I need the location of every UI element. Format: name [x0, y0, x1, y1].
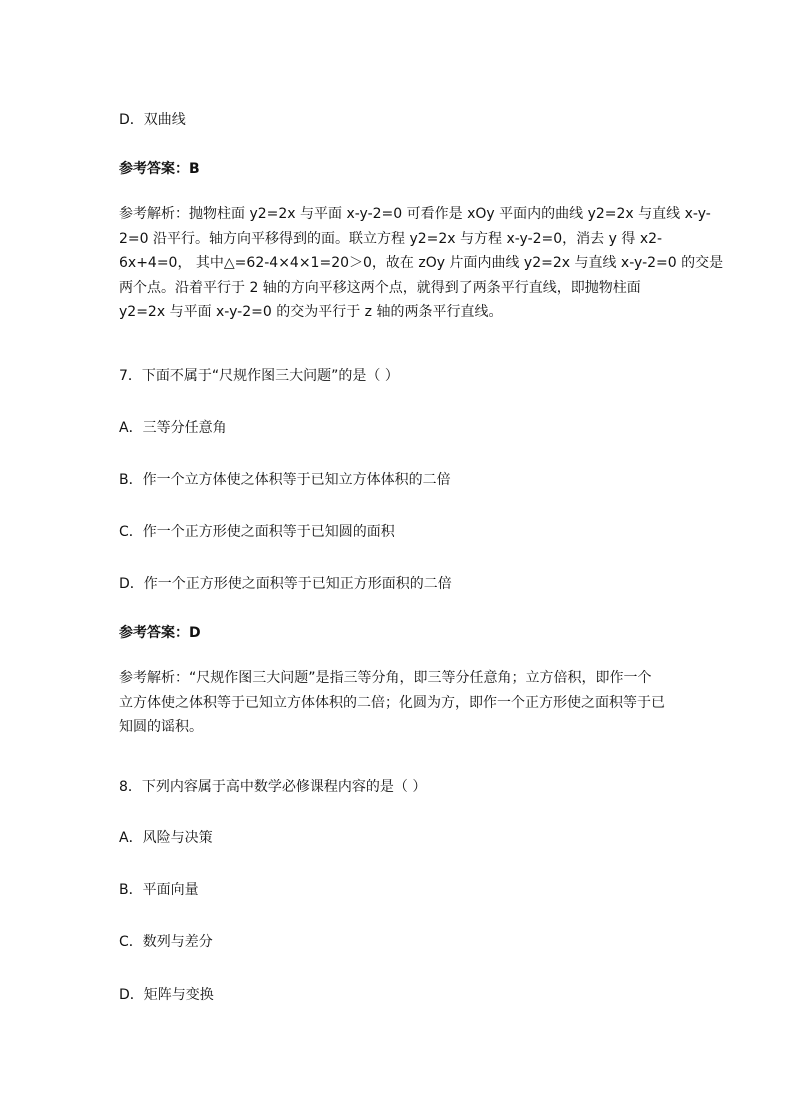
q6-analysis-line: 6x+4=0， 其中△=62-4×4×1=20＞0，故在 zOy 片面内曲线 y2=2x 与直线 x-y-2=0 的交是 — [119, 255, 724, 271]
q6-analysis — [119, 202, 724, 325]
q6-answer-label: 参考答案：B — [119, 161, 200, 177]
q8-option-b: B．平面向量 — [119, 882, 199, 898]
q8-option-c: C．数列与差分 — [119, 934, 213, 950]
q8-option-a: A．风险与决策 — [119, 830, 213, 846]
q7-option-c: C．作一个正方形使之面积等于已知圆的面积 — [119, 524, 395, 540]
q7-analysis-line: 参考解析：“尺规作图三大问题”是指三等分角，即三等分任意角；立方倍积，即作一个 — [119, 670, 652, 686]
q7-option-d: D．作一个正方形使之面积等于已知正方形面积的二倍 — [119, 576, 452, 592]
q6-analysis-line: 参考解析：抛物柱面 y2=2x 与平面 x-y-2=0 可看作是 xOy 平面内的曲线 y2=2x 与直线 x-y- — [119, 206, 711, 222]
q7-option-b: B．作一个立方体使之体积等于已知立方体体积的二倍 — [119, 472, 451, 488]
q8-option-d: D．矩阵与变换 — [119, 987, 214, 1003]
q6-analysis-line: y2=2x 与平面 x-y-2=0 的交为平行于 z 轴的两条平行直线。 — [119, 304, 503, 320]
q6-option-d: D．双曲线 — [119, 112, 186, 128]
q6-analysis-line: 2=0 沿平行。轴方向平移得到的面。联立方程 y2=2x 与方程 x-y-2=0，消去 y 得 x2- — [119, 230, 663, 247]
q7-analysis — [119, 666, 679, 740]
q6-analysis-line: 两个点。沿着平行于 2 轴的方向平移这两个点，就得到了两条平行直线，即抛物柱面 — [119, 279, 641, 296]
q7-analysis-line: 立方体使之体积等于已知立方体体积的二倍；化圆为方，即作一个正方形使之面积等于已 — [119, 694, 665, 711]
q7-question: 7．下面不属于“尺规作图三大问题”的是（ ） — [119, 368, 399, 384]
q7-analysis-line: 知圆的谣积。 — [119, 719, 203, 735]
q7-option-a: A．三等分任意角 — [119, 420, 227, 436]
q8-question: 8．下列内容属于高中数学必修课程内容的是（ ） — [119, 779, 427, 795]
q7-answer-label: 参考答案：D — [119, 625, 201, 641]
